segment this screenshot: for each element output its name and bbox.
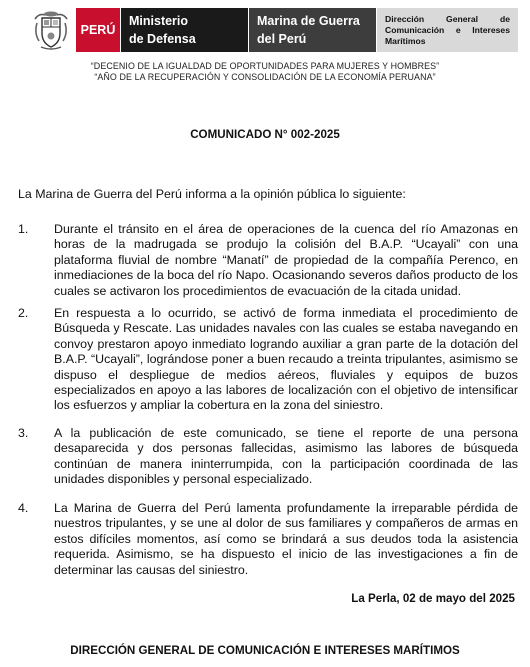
directorate-label	[376, 8, 518, 52]
intro-paragraph: La Marina de Guerra del Perú informa a la opinión pública lo siguiente:	[18, 187, 406, 201]
year-name-line-2: “AÑO DE LA RECUPERACIÓN Y CONSOLIDACIÓN DE LA ECONOMÍA PERUANA”	[94, 72, 436, 82]
government-header	[30, 8, 518, 52]
item-text: La Marina de Guerra del Perú lamenta profundamente la irreparable pérdida de nuestros tripulantes, y se une al dolor de sus familiares y compañeros de armas en estos difíciles momentos, así como se brindará a sus deudos toda la asistencia requerida. Asimismo, se ha dispuesto el inicio de las investigaciones a fin de determinar las causas del siniestro.	[54, 501, 518, 577]
item-number: 4.	[18, 501, 29, 515]
place-and-date: La Perla, 02 de mayo del 2025	[351, 592, 515, 605]
official-decade-names	[0, 61, 530, 83]
item-number: 2.	[18, 306, 29, 320]
ministry-line-2: de Defensa	[129, 32, 196, 46]
communique-title: COMUNICADO N° 002-2025	[190, 128, 340, 141]
country-label: PERÚ	[76, 8, 120, 52]
list-item	[18, 222, 518, 299]
list-item	[18, 426, 518, 488]
item-text: En respuesta a lo ocurrido, se activó de forma inmediata el procedimiento de Búsqueda y Rescate. Las unidades navales con las cuales se estaba navegando en convoy prestaron apoyo inmediato logrando auxiliar a gran parte de la dotación del B.A.P. “Ucayali”, lográndose poner a buen recaudo a treinta tripulantes, asimismo se dispuso el despliegue de medios aéreos, fluviales y equipos de buzos especializados en apoyo a las labores de localización con el objetivo de intensificar los esfuerzos y ampliar la cobertura en la zona del siniestro.	[54, 306, 518, 413]
navy-label	[248, 8, 376, 52]
ministry-label	[120, 8, 248, 52]
list-item	[18, 501, 518, 578]
item-text: Durante el tránsito en el área de operaciones de la cuenca del río Amazonas en horas de la madrugada se produjo la colisión del B.A.P. “Ucayali” con una plataforma fluvial de nombre “Manatí” de propiedad de la compañía Perenco, en inmediaciones de la boca del río Napo. Ocasionando severos daños producto de los cuales se activaron los procedimientos de evacuación de la citada unidad.	[54, 222, 518, 298]
navy-line-2: del Perú	[257, 32, 307, 46]
footer-directorate: DIRECCIÓN GENERAL DE COMUNICACIÓN E INTERESES MARÍTIMOS	[70, 644, 460, 657]
decade-name-line-1: “DECENIO DE LA IGUALDAD DE OPORTUNIDADES PARA MUJERES Y HOMBRES”	[90, 61, 440, 71]
ministry-line-1: Ministerio	[129, 14, 189, 28]
national-shield-icon	[30, 8, 72, 52]
item-number: 1.	[18, 222, 29, 236]
navy-line-1: Marina de Guerra	[257, 14, 360, 28]
directorate-text: Dirección General de Comunicación e Intereses Marítimos	[385, 13, 510, 46]
item-text: A la publicación de este comunicado, se tiene el reporte de una persona desaparecida y dos personas fallecidas, asimismo las labores de búsqueda continúan de manera ininterrumpida, con la participación coordinada de las unidades disponibles y personal especializado.	[54, 426, 518, 487]
item-number: 3.	[18, 426, 29, 440]
list-item	[18, 306, 518, 414]
